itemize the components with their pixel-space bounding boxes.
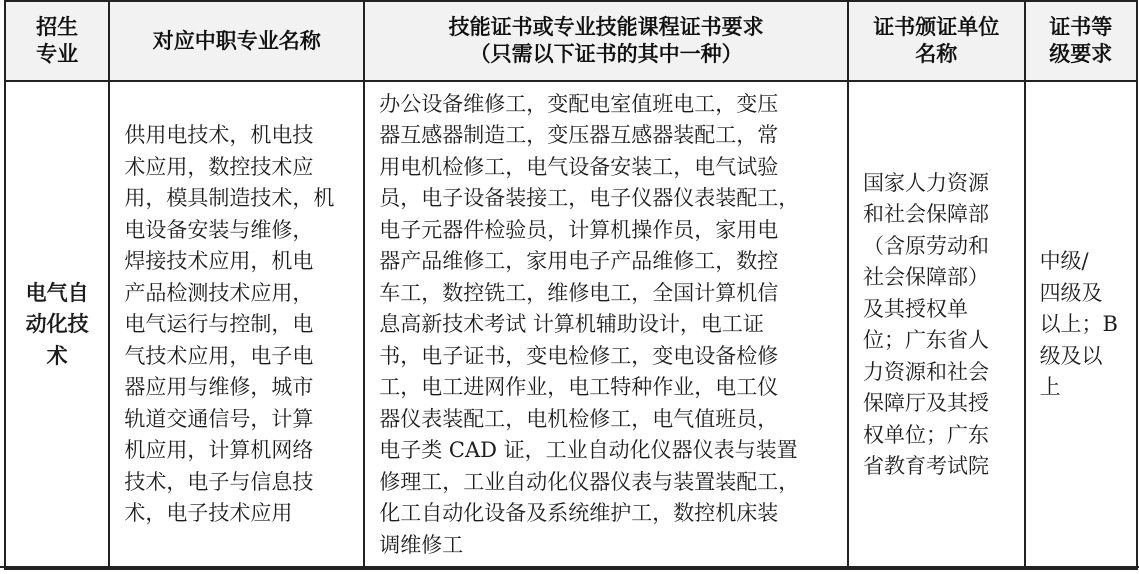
secondary-majors-cell: 供用电技术，机电技 术应用，数控技术应 用，模具制造技术，机 电设备安装与维修， 焊接技术应用，机电 产品检测技术应用， 电气运行与控制，电 气技术应用，电子电 器应用与维修，城市 轨道交通信号，计算 机应用，计算机网络 技术，电子与信息技 术，电子技术应用	[109, 81, 364, 569]
header-enrollment-major: 招生 专业	[5, 1, 109, 81]
table-row	[5, 81, 1137, 569]
table-header-row	[5, 1, 1137, 81]
issuing-unit-cell: 国家人力资源 和社会保障部 （含原劳动和 社会保障部） 及其授权单 位；广东省人 力资源和社会 保障厅及其授 权单位；广东 省教育考试院	[848, 81, 1025, 569]
header-level-requirement: 证书等 级要求	[1025, 1, 1137, 81]
enrollment-major-cell: 电气自 动化技 术	[5, 81, 109, 569]
header-issuing-unit: 证书颁证单位 名称	[848, 1, 1025, 81]
next-row-border	[0, 566, 1139, 574]
certificate-requirements-table	[4, 0, 1138, 570]
header-certificate-requirements: 技能证书或专业技能课程证书要求 （只需以下证书的其中一种）	[364, 1, 848, 81]
header-secondary-major: 对应中职专业名称	[109, 1, 364, 81]
certificates-cell: 办公设备维修工，变配电室值班电工，变压 器互感器制造工，变压器互感器装配工，常 用电机检修工，电气设备安装工，电气试验 员，电子设备装接工，电子仪器仪表装配工， 电子元器件检验员，计算机操作员，家用电 器产品维修工，家用电子产品维修工，数控 车工，数控铣工，维修电工，全国计算机信 息高新技术考试 计算机辅助设计，电工证 书，电子证书，变电检修工，变电设备检修 工，电工进网作业，电工特种作业，电工仪 器仪表装配工，电机检修工，电气值班员， 电子类 CAD 证，工业自动化仪器仪表与装置 修理工，工业自动化仪器仪表与装置装配工， 化工自动化设备及系统维护工，数控机床装 调维修工	[364, 81, 848, 569]
level-requirement-cell: 中级/ 四级及 以上；B 级及以 上	[1025, 81, 1137, 569]
